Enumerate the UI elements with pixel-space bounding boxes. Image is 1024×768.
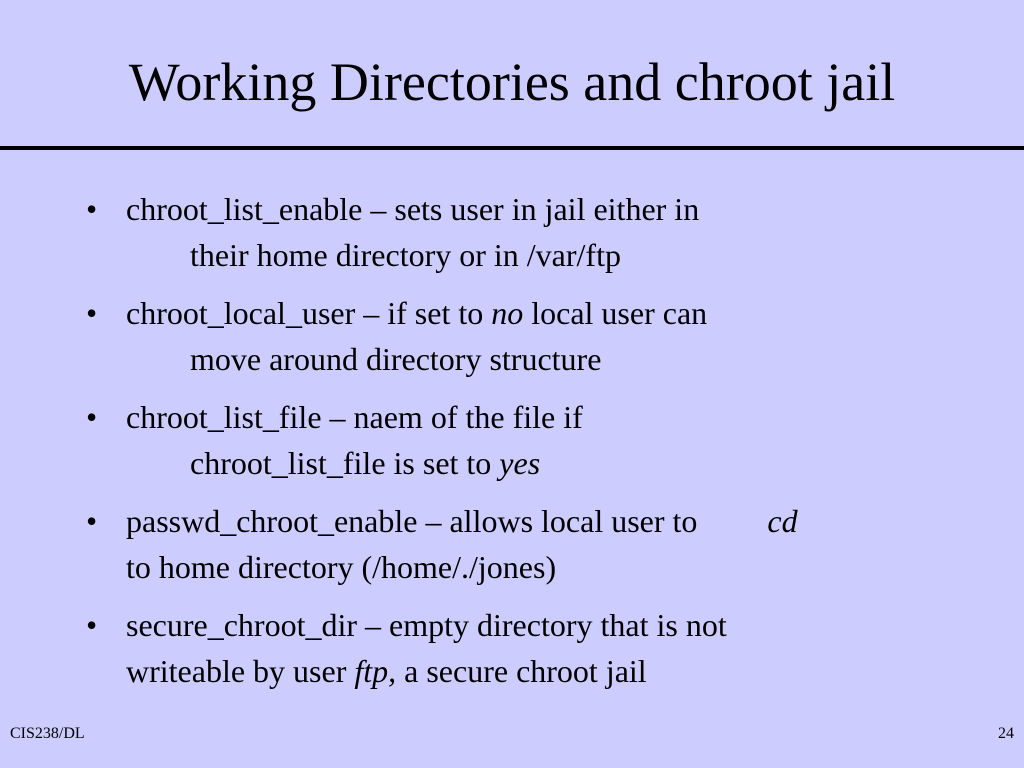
bullet-item-chroot-list-file xyxy=(0,394,1024,486)
bullet-line xyxy=(0,290,1024,336)
bullet-item-chroot-local-user xyxy=(0,290,1024,382)
bullet-text: a secure chroot jail xyxy=(396,653,647,689)
bullet-text: passwd_chroot_enable – allows local user to xyxy=(126,503,698,539)
bullet-icon: • xyxy=(86,295,98,331)
bullet-line: to home directory (/home/./jones) xyxy=(126,549,557,585)
bullet-line: chroot_list_enable – sets user in jail either in xyxy=(126,191,700,227)
bullet-emphasis: ftp, xyxy=(354,653,397,689)
slide-title: Working Directories and chroot jail xyxy=(128,52,896,112)
bullet-line xyxy=(0,648,1024,694)
bullet-text: chroot_local_user – if set to xyxy=(126,295,492,331)
bullet-text: chroot_list_file is set to xyxy=(190,445,500,481)
bullet-line: secure_chroot_dir – empty directory that is not xyxy=(126,607,727,643)
bullet-line: move around directory structure xyxy=(190,341,602,377)
bullet-icon: • xyxy=(86,607,98,643)
bullet-emphasis: cd xyxy=(767,503,798,539)
bullet-icon: • xyxy=(86,399,98,435)
bullet-item-passwd-chroot-enable xyxy=(0,498,1024,590)
bullet-line xyxy=(0,440,1024,486)
bullet-emphasis: no xyxy=(491,295,524,331)
bullet-line: their home directory or in /var/ftp xyxy=(190,237,621,273)
bullet-item-chroot-list-enable xyxy=(0,186,1024,278)
title-divider xyxy=(0,146,1024,150)
footer-course-label: CIS238/DL xyxy=(10,725,85,742)
bullet-text: local user can xyxy=(523,295,708,331)
bullet-list xyxy=(0,186,1024,706)
bullet-line: chroot_list_file – naem of the file if xyxy=(126,399,583,435)
bullet-item-secure-chroot-dir xyxy=(0,602,1024,694)
page-number: 24 xyxy=(998,725,1014,742)
bullet-icon: • xyxy=(86,503,98,539)
bullet-icon: • xyxy=(86,191,98,227)
bullet-line xyxy=(0,498,1024,544)
bullet-text: writeable by user xyxy=(126,653,355,689)
bullet-emphasis: yes xyxy=(499,445,541,481)
